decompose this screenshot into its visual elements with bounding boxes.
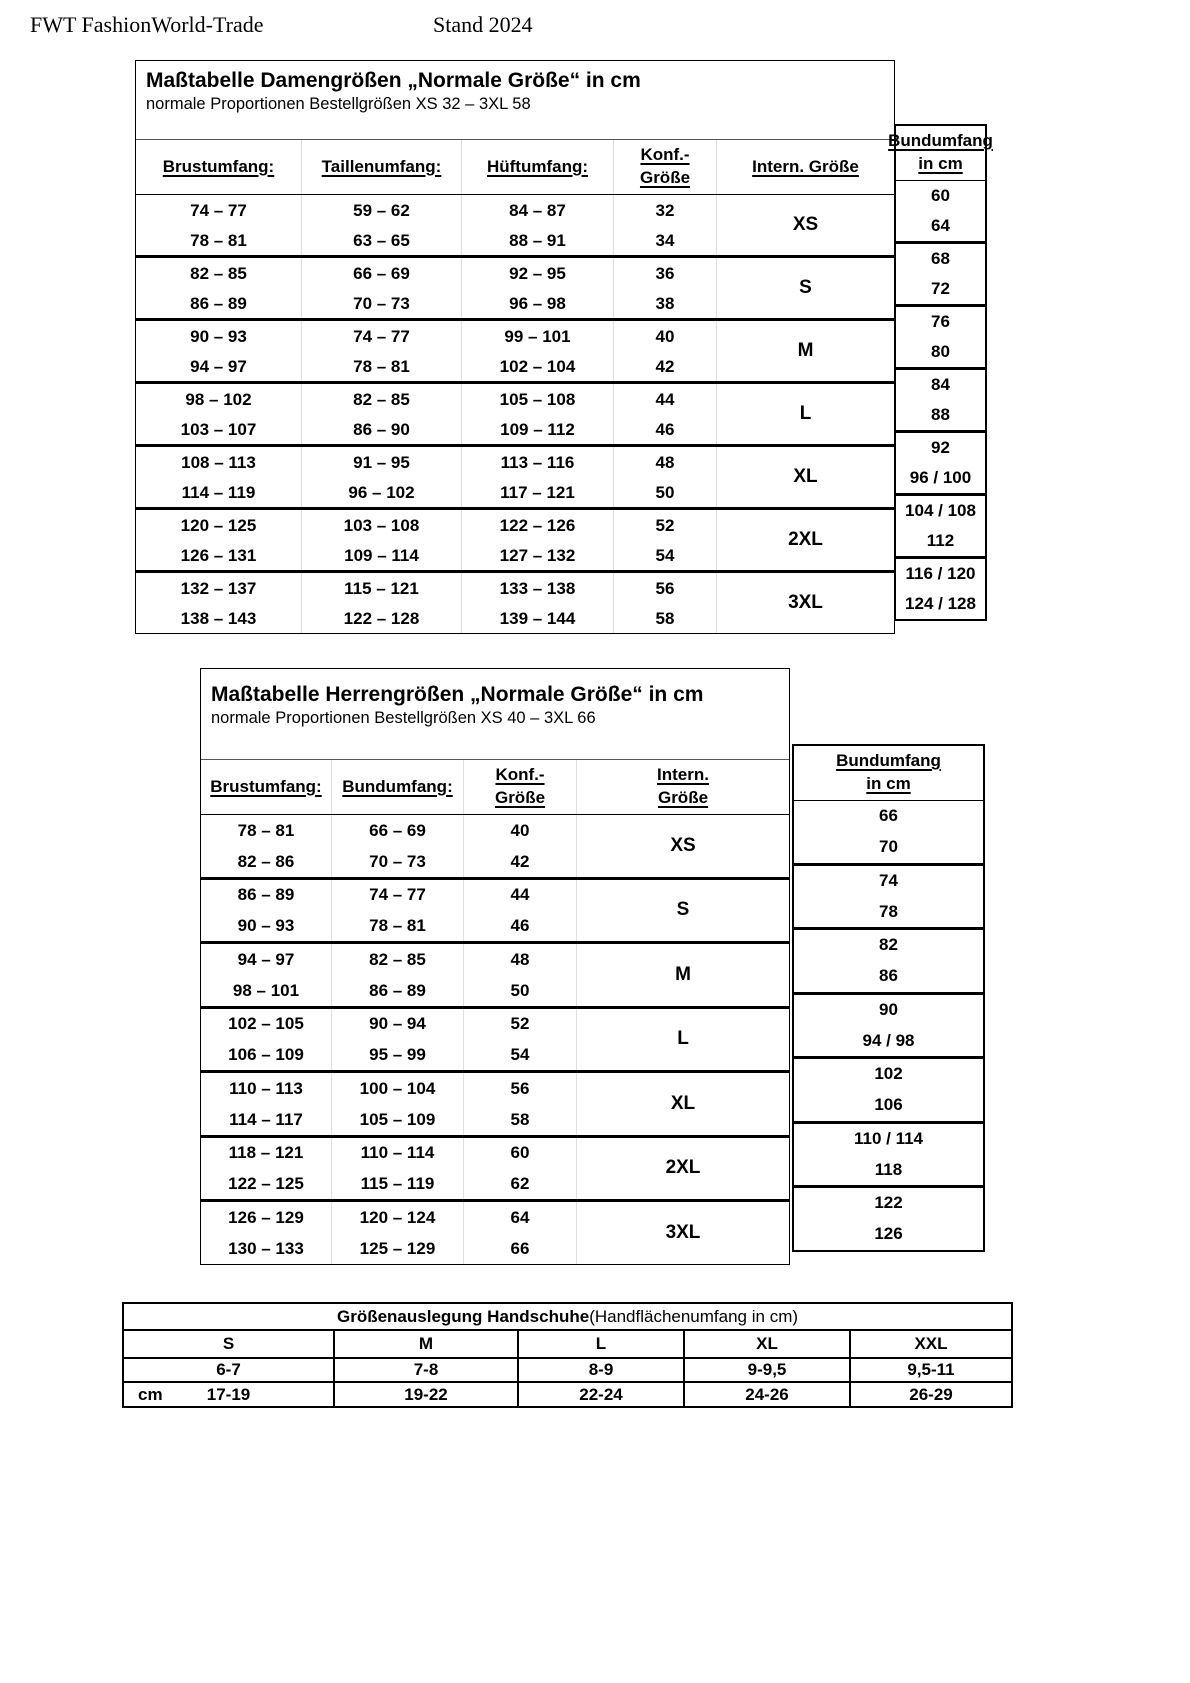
glove-inch-value: 8-9 <box>517 1359 683 1381</box>
measure-value: 74 – 77 <box>369 885 426 905</box>
measure-value: 46 <box>510 916 530 936</box>
measure-value: 50 <box>655 482 675 502</box>
bund-value: 70 <box>879 837 898 857</box>
measure-cell <box>301 384 461 444</box>
glove-inch-value: 6-7 <box>216 1360 241 1379</box>
measure-value: 34 <box>655 230 675 250</box>
measure-value: 74 – 77 <box>190 200 247 220</box>
column-header-label: Größe <box>639 168 691 187</box>
measure-cell <box>136 447 301 507</box>
measure-value: 114 – 117 <box>229 1109 303 1129</box>
measure-value: 59 – 62 <box>353 200 410 220</box>
measure-value: 127 – 132 <box>499 545 576 565</box>
measure-value: 58 <box>655 608 675 628</box>
column-header-intl-size <box>716 140 894 194</box>
measure-value: 120 – 125 <box>180 515 257 535</box>
bund-value: 82 <box>879 935 898 955</box>
column-header-hip <box>461 140 613 194</box>
bund-group <box>896 181 985 241</box>
measure-cell <box>613 258 716 318</box>
measure-cell <box>301 510 461 570</box>
measure-value: 110 – 113 <box>229 1078 303 1098</box>
measure-cell <box>461 258 613 318</box>
measure-value: 42 <box>510 851 530 871</box>
measure-cell <box>136 510 301 570</box>
measure-value: 105 – 108 <box>499 389 576 409</box>
glove-size-header: L <box>517 1331 683 1357</box>
measure-value: 38 <box>655 293 675 313</box>
measure-value: 122 – 125 <box>228 1174 304 1194</box>
intl-size-label: 3XL <box>716 573 894 633</box>
bund-group <box>896 304 985 367</box>
measure-cell <box>331 1138 463 1200</box>
men-size-table <box>200 668 790 1265</box>
measure-cell <box>136 258 301 318</box>
measure-value: 82 – 85 <box>369 949 426 969</box>
bund-value: 104 / 108 <box>905 501 976 520</box>
column-header-label: Konf.- <box>640 145 690 165</box>
measure-value: 52 <box>655 515 675 535</box>
glove-size-header-row <box>124 1331 1011 1359</box>
column-header-label: Taillenumfang: <box>321 156 442 176</box>
bund-header-label: Bundumfang <box>888 131 993 151</box>
glove-size-header: S <box>222 1334 235 1353</box>
measure-value: 103 – 108 <box>343 515 420 535</box>
measure-cell <box>463 1073 576 1135</box>
measure-value: 106 – 109 <box>228 1045 304 1065</box>
bund-column-header <box>794 746 983 801</box>
bund-value: 118 <box>874 1159 903 1179</box>
measure-cell <box>463 880 576 942</box>
measure-cell <box>201 880 331 942</box>
bund-value: 66 <box>879 806 898 826</box>
measure-value: 132 – 137 <box>180 578 257 598</box>
column-header-waist <box>301 140 461 194</box>
bund-group <box>896 493 985 556</box>
measure-value: 44 <box>655 389 675 409</box>
measure-value: 82 – 86 <box>237 851 295 871</box>
size-group <box>136 570 894 633</box>
measure-value: 88 – 91 <box>509 230 566 250</box>
measure-value: 32 <box>655 200 675 220</box>
measure-value: 74 – 77 <box>353 326 410 346</box>
column-header-bust <box>201 760 331 814</box>
measure-value: 94 – 97 <box>237 949 295 969</box>
measure-cell <box>461 447 613 507</box>
measure-value: 120 – 124 <box>359 1207 436 1227</box>
measure-value: 117 – 121 <box>500 482 575 502</box>
glove-cm-value: 24-26 <box>683 1383 849 1406</box>
measure-value: 78 – 81 <box>369 916 426 936</box>
bund-value: 106 <box>874 1095 903 1115</box>
size-group <box>201 1135 789 1200</box>
measure-value: 90 – 93 <box>190 326 247 346</box>
women-table-body <box>136 195 894 633</box>
intl-size-label: 2XL <box>716 510 894 570</box>
men-table-header-row <box>201 760 789 815</box>
size-group <box>136 381 894 444</box>
measure-value: 109 – 112 <box>500 419 575 439</box>
glove-cm-row <box>124 1383 1011 1406</box>
measure-value: 66 <box>510 1238 530 1258</box>
measure-cell <box>613 573 716 633</box>
measure-cell <box>461 573 613 633</box>
glove-size-header: M <box>333 1331 517 1357</box>
size-group <box>201 941 789 1006</box>
measure-value: 44 <box>510 885 530 905</box>
bund-value: 68 <box>931 249 950 268</box>
measure-cell <box>461 510 613 570</box>
men-bund-values <box>794 801 983 1250</box>
measure-value: 60 <box>510 1143 530 1163</box>
women-table-subtitle: normale Proportionen Bestellgrößen XS 32 – 3XL 58 <box>146 95 531 114</box>
bund-header-label: in cm <box>918 154 963 173</box>
measure-value: 48 <box>655 452 675 472</box>
bund-value: 72 <box>931 279 950 298</box>
glove-unit-label: cm <box>138 1384 163 1404</box>
measure-cell <box>613 510 716 570</box>
measure-cell <box>301 573 461 633</box>
bund-column-header <box>888 126 993 181</box>
intl-size-label: XL <box>716 447 894 507</box>
measure-value: 108 – 113 <box>181 452 256 472</box>
measure-cell <box>301 258 461 318</box>
measure-value: 36 <box>655 263 675 283</box>
measure-cell <box>613 321 716 381</box>
intl-size-label: 3XL <box>576 1202 789 1264</box>
measure-value: 42 <box>655 356 675 376</box>
measure-value: 40 <box>510 820 530 840</box>
column-header-waist <box>331 760 463 814</box>
bund-value: 88 <box>931 405 950 424</box>
glove-cm-value: 17-19 cm <box>138 1384 251 1404</box>
measure-cell <box>201 944 331 1006</box>
intl-size-label: M <box>576 944 789 1006</box>
measure-value: 126 – 129 <box>228 1207 304 1227</box>
measure-value: 130 – 133 <box>228 1238 304 1258</box>
measure-value: 91 – 95 <box>353 452 410 472</box>
measure-value: 54 <box>510 1045 530 1065</box>
measure-value: 63 – 65 <box>353 230 410 250</box>
bund-value: 92 <box>931 438 950 457</box>
measure-value: 96 – 102 <box>348 482 415 502</box>
measure-value: 102 – 105 <box>228 1014 304 1034</box>
column-header-label: Brustumfang: <box>162 156 275 176</box>
intl-size-label: S <box>716 258 894 318</box>
women-bund-column <box>888 124 993 621</box>
measure-cell <box>201 1138 331 1200</box>
women-table-title-block <box>136 61 894 140</box>
intl-size-label: M <box>716 321 894 381</box>
measure-value: 82 – 85 <box>353 389 410 409</box>
women-size-table <box>135 60 895 634</box>
women-table-title: Maßtabelle Damengrößen „Normale Größe“ in cm <box>146 69 641 92</box>
measure-value: 86 – 89 <box>369 980 426 1000</box>
glove-size-table <box>122 1302 1013 1408</box>
bund-header-label: Bundumfang <box>836 751 941 771</box>
measure-value: 64 <box>510 1207 530 1227</box>
measure-value: 90 – 93 <box>237 916 295 936</box>
bund-group <box>794 1185 983 1250</box>
glove-size-header: XL <box>683 1331 849 1357</box>
measure-cell <box>136 573 301 633</box>
glove-cm-value: 22-24 <box>517 1383 683 1406</box>
measure-value: 46 <box>655 419 675 439</box>
measure-value: 92 – 95 <box>509 263 566 283</box>
measure-value: 125 – 129 <box>359 1238 436 1258</box>
size-group <box>201 877 789 942</box>
measure-value: 62 <box>510 1174 530 1194</box>
measure-cell <box>331 815 463 877</box>
measure-value: 56 <box>510 1078 530 1098</box>
size-group <box>201 815 789 877</box>
column-header-konf <box>463 760 576 814</box>
measure-value: 40 <box>655 326 675 346</box>
column-header-label: Intern. Größe <box>752 156 859 176</box>
measure-cell <box>463 815 576 877</box>
column-header-label: Intern. <box>657 765 709 785</box>
size-group <box>136 507 894 570</box>
measure-cell <box>201 1073 331 1135</box>
measure-cell <box>201 815 331 877</box>
document-version: Stand 2024 <box>433 12 533 37</box>
measure-value: 105 – 109 <box>359 1109 436 1129</box>
measure-value: 99 – 101 <box>504 326 571 346</box>
bund-group <box>896 241 985 304</box>
bund-value: 80 <box>931 342 950 361</box>
size-group <box>136 318 894 381</box>
glove-cm-value: 26-29 <box>849 1383 1011 1406</box>
measure-value: 95 – 99 <box>369 1045 426 1065</box>
bund-value: 124 / 128 <box>905 594 976 613</box>
measure-value: 94 – 97 <box>190 356 247 376</box>
measure-value: 133 – 138 <box>499 578 576 598</box>
measure-value: 103 – 107 <box>180 419 257 439</box>
measure-value: 102 – 104 <box>499 356 576 376</box>
men-table-subtitle: normale Proportionen Bestellgrößen XS 40 – 3XL 66 <box>211 709 596 728</box>
measure-cell <box>301 447 461 507</box>
size-group <box>136 255 894 318</box>
intl-size-label: XS <box>576 815 789 877</box>
measure-cell <box>461 384 613 444</box>
measure-cell <box>463 1138 576 1200</box>
glove-cm-value: 19-22 <box>333 1383 517 1406</box>
measure-value: 113 – 116 <box>500 452 575 472</box>
measure-value: 118 – 121 <box>228 1143 304 1163</box>
measure-cell <box>136 321 301 381</box>
measure-value: 66 – 69 <box>353 263 410 283</box>
column-header-konf <box>613 140 716 194</box>
column-header-label: Konf.- <box>495 765 545 785</box>
measure-value: 122 – 126 <box>499 515 576 535</box>
measure-value: 78 – 81 <box>237 820 295 840</box>
measure-value: 78 – 81 <box>353 356 410 376</box>
measure-value: 90 – 94 <box>369 1014 426 1034</box>
measure-cell <box>136 384 301 444</box>
measure-cell <box>331 944 463 1006</box>
measure-value: 110 – 114 <box>360 1143 435 1163</box>
bund-group <box>794 801 983 863</box>
column-header-intl-size <box>576 760 789 814</box>
bund-group <box>794 927 983 992</box>
measure-cell <box>613 447 716 507</box>
bund-value: 112 <box>926 531 955 550</box>
glove-title-bold: Größenauslegung Handschuhe <box>336 1306 590 1326</box>
glove-inch-value: 9-9,5 <box>683 1359 849 1381</box>
measure-cell <box>201 1009 331 1071</box>
measure-value: 139 – 144 <box>499 608 576 628</box>
measure-cell <box>331 1202 463 1264</box>
measure-value: 82 – 85 <box>190 263 247 283</box>
column-header-label: Größe <box>657 788 709 807</box>
bund-value: 60 <box>931 186 950 205</box>
bund-value: 74 <box>879 870 898 890</box>
men-table-body <box>201 815 789 1264</box>
measure-value: 66 – 69 <box>369 820 426 840</box>
bund-value: 90 <box>879 999 898 1019</box>
measure-value: 54 <box>655 545 675 565</box>
measure-value: 98 – 101 <box>232 980 300 1000</box>
bund-group <box>794 992 983 1057</box>
bund-header-label: in cm <box>866 774 911 793</box>
company-name: FWT FashionWorld-Trade <box>30 12 264 37</box>
bund-group <box>896 367 985 430</box>
measure-value: 109 – 114 <box>344 545 419 565</box>
measure-cell <box>463 944 576 1006</box>
bund-value: 76 <box>931 312 950 331</box>
measure-cell <box>613 195 716 255</box>
measure-value: 70 – 73 <box>353 293 410 313</box>
women-table-header-row <box>136 140 894 195</box>
measure-value: 115 – 121 <box>344 578 419 598</box>
intl-size-label: XS <box>716 195 894 255</box>
intl-size-label: L <box>576 1009 789 1071</box>
measure-cell <box>201 1202 331 1264</box>
measure-cell <box>331 1009 463 1071</box>
measure-value: 96 – 98 <box>509 293 566 313</box>
bund-group <box>896 430 985 493</box>
size-group <box>136 444 894 507</box>
measure-value: 84 – 87 <box>509 200 566 220</box>
column-header-label: Größe <box>494 788 546 807</box>
measure-value: 115 – 119 <box>360 1174 435 1194</box>
bund-value: 126 <box>874 1224 903 1244</box>
measure-cell <box>463 1202 576 1264</box>
intl-size-label: 2XL <box>576 1138 789 1200</box>
measure-cell <box>331 880 463 942</box>
column-header-bust <box>136 140 301 194</box>
measure-value: 50 <box>510 980 530 1000</box>
bund-value: 78 <box>879 901 898 921</box>
measure-cell <box>461 195 613 255</box>
measure-value: 56 <box>655 578 675 598</box>
measure-value: 98 – 102 <box>185 389 252 409</box>
glove-title-rest: (Handflächenumfang in cm) <box>589 1306 799 1326</box>
bund-group <box>794 1121 983 1186</box>
men-table-title-block <box>201 669 789 760</box>
measure-value: 86 – 89 <box>190 293 247 313</box>
men-table-title: Maßtabelle Herrengrößen „Normale Größe“ in cm <box>211 683 704 706</box>
measure-cell <box>136 195 301 255</box>
bund-value: 86 <box>879 966 898 986</box>
intl-size-label: XL <box>576 1073 789 1135</box>
size-group <box>201 1199 789 1264</box>
size-group <box>201 1006 789 1071</box>
measure-value: 48 <box>510 949 530 969</box>
intl-size-label: L <box>716 384 894 444</box>
bund-value: 94 / 98 <box>862 1030 915 1050</box>
column-header-label: Brustumfang: <box>210 776 322 796</box>
size-group <box>201 1070 789 1135</box>
bund-value: 122 <box>874 1193 903 1213</box>
glove-table-title <box>124 1304 1011 1331</box>
measure-value: 78 – 81 <box>190 230 247 250</box>
bund-value: 96 / 100 <box>909 468 972 487</box>
measure-value: 126 – 131 <box>180 545 257 565</box>
intl-size-label: S <box>576 880 789 942</box>
column-header-label: Hüftumfang: <box>486 156 589 176</box>
bund-value: 110 / 114 <box>853 1128 924 1148</box>
bund-value: 84 <box>931 375 950 394</box>
glove-size-header: XXL <box>849 1331 1011 1357</box>
size-group <box>136 195 894 255</box>
bund-group <box>896 556 985 619</box>
measure-value: 58 <box>510 1109 530 1129</box>
column-header-label: Bundumfang: <box>342 776 453 796</box>
bund-group <box>794 863 983 928</box>
measure-cell <box>301 321 461 381</box>
measure-cell <box>461 321 613 381</box>
bund-value: 64 <box>931 216 950 235</box>
measure-value: 70 – 73 <box>369 851 426 871</box>
measure-value: 52 <box>510 1014 530 1034</box>
measure-cell <box>463 1009 576 1071</box>
measure-cell <box>331 1073 463 1135</box>
measure-value: 86 – 89 <box>237 885 295 905</box>
measure-value: 100 – 104 <box>359 1078 436 1098</box>
bund-value: 102 <box>874 1064 903 1084</box>
measure-value: 86 – 90 <box>353 419 410 439</box>
glove-inch-value: 9,5-11 <box>849 1359 1011 1381</box>
measure-cell <box>613 384 716 444</box>
bund-group <box>794 1056 983 1121</box>
glove-inch-row <box>124 1359 1011 1383</box>
measure-value: 114 – 119 <box>181 482 256 502</box>
measure-value: 138 – 143 <box>180 608 257 628</box>
measure-cell <box>301 195 461 255</box>
glove-inch-value: 7-8 <box>333 1359 517 1381</box>
measure-value: 122 – 128 <box>343 608 420 628</box>
bund-value: 116 / 120 <box>905 564 976 583</box>
men-bund-column <box>792 744 985 1252</box>
women-bund-values <box>896 181 985 619</box>
